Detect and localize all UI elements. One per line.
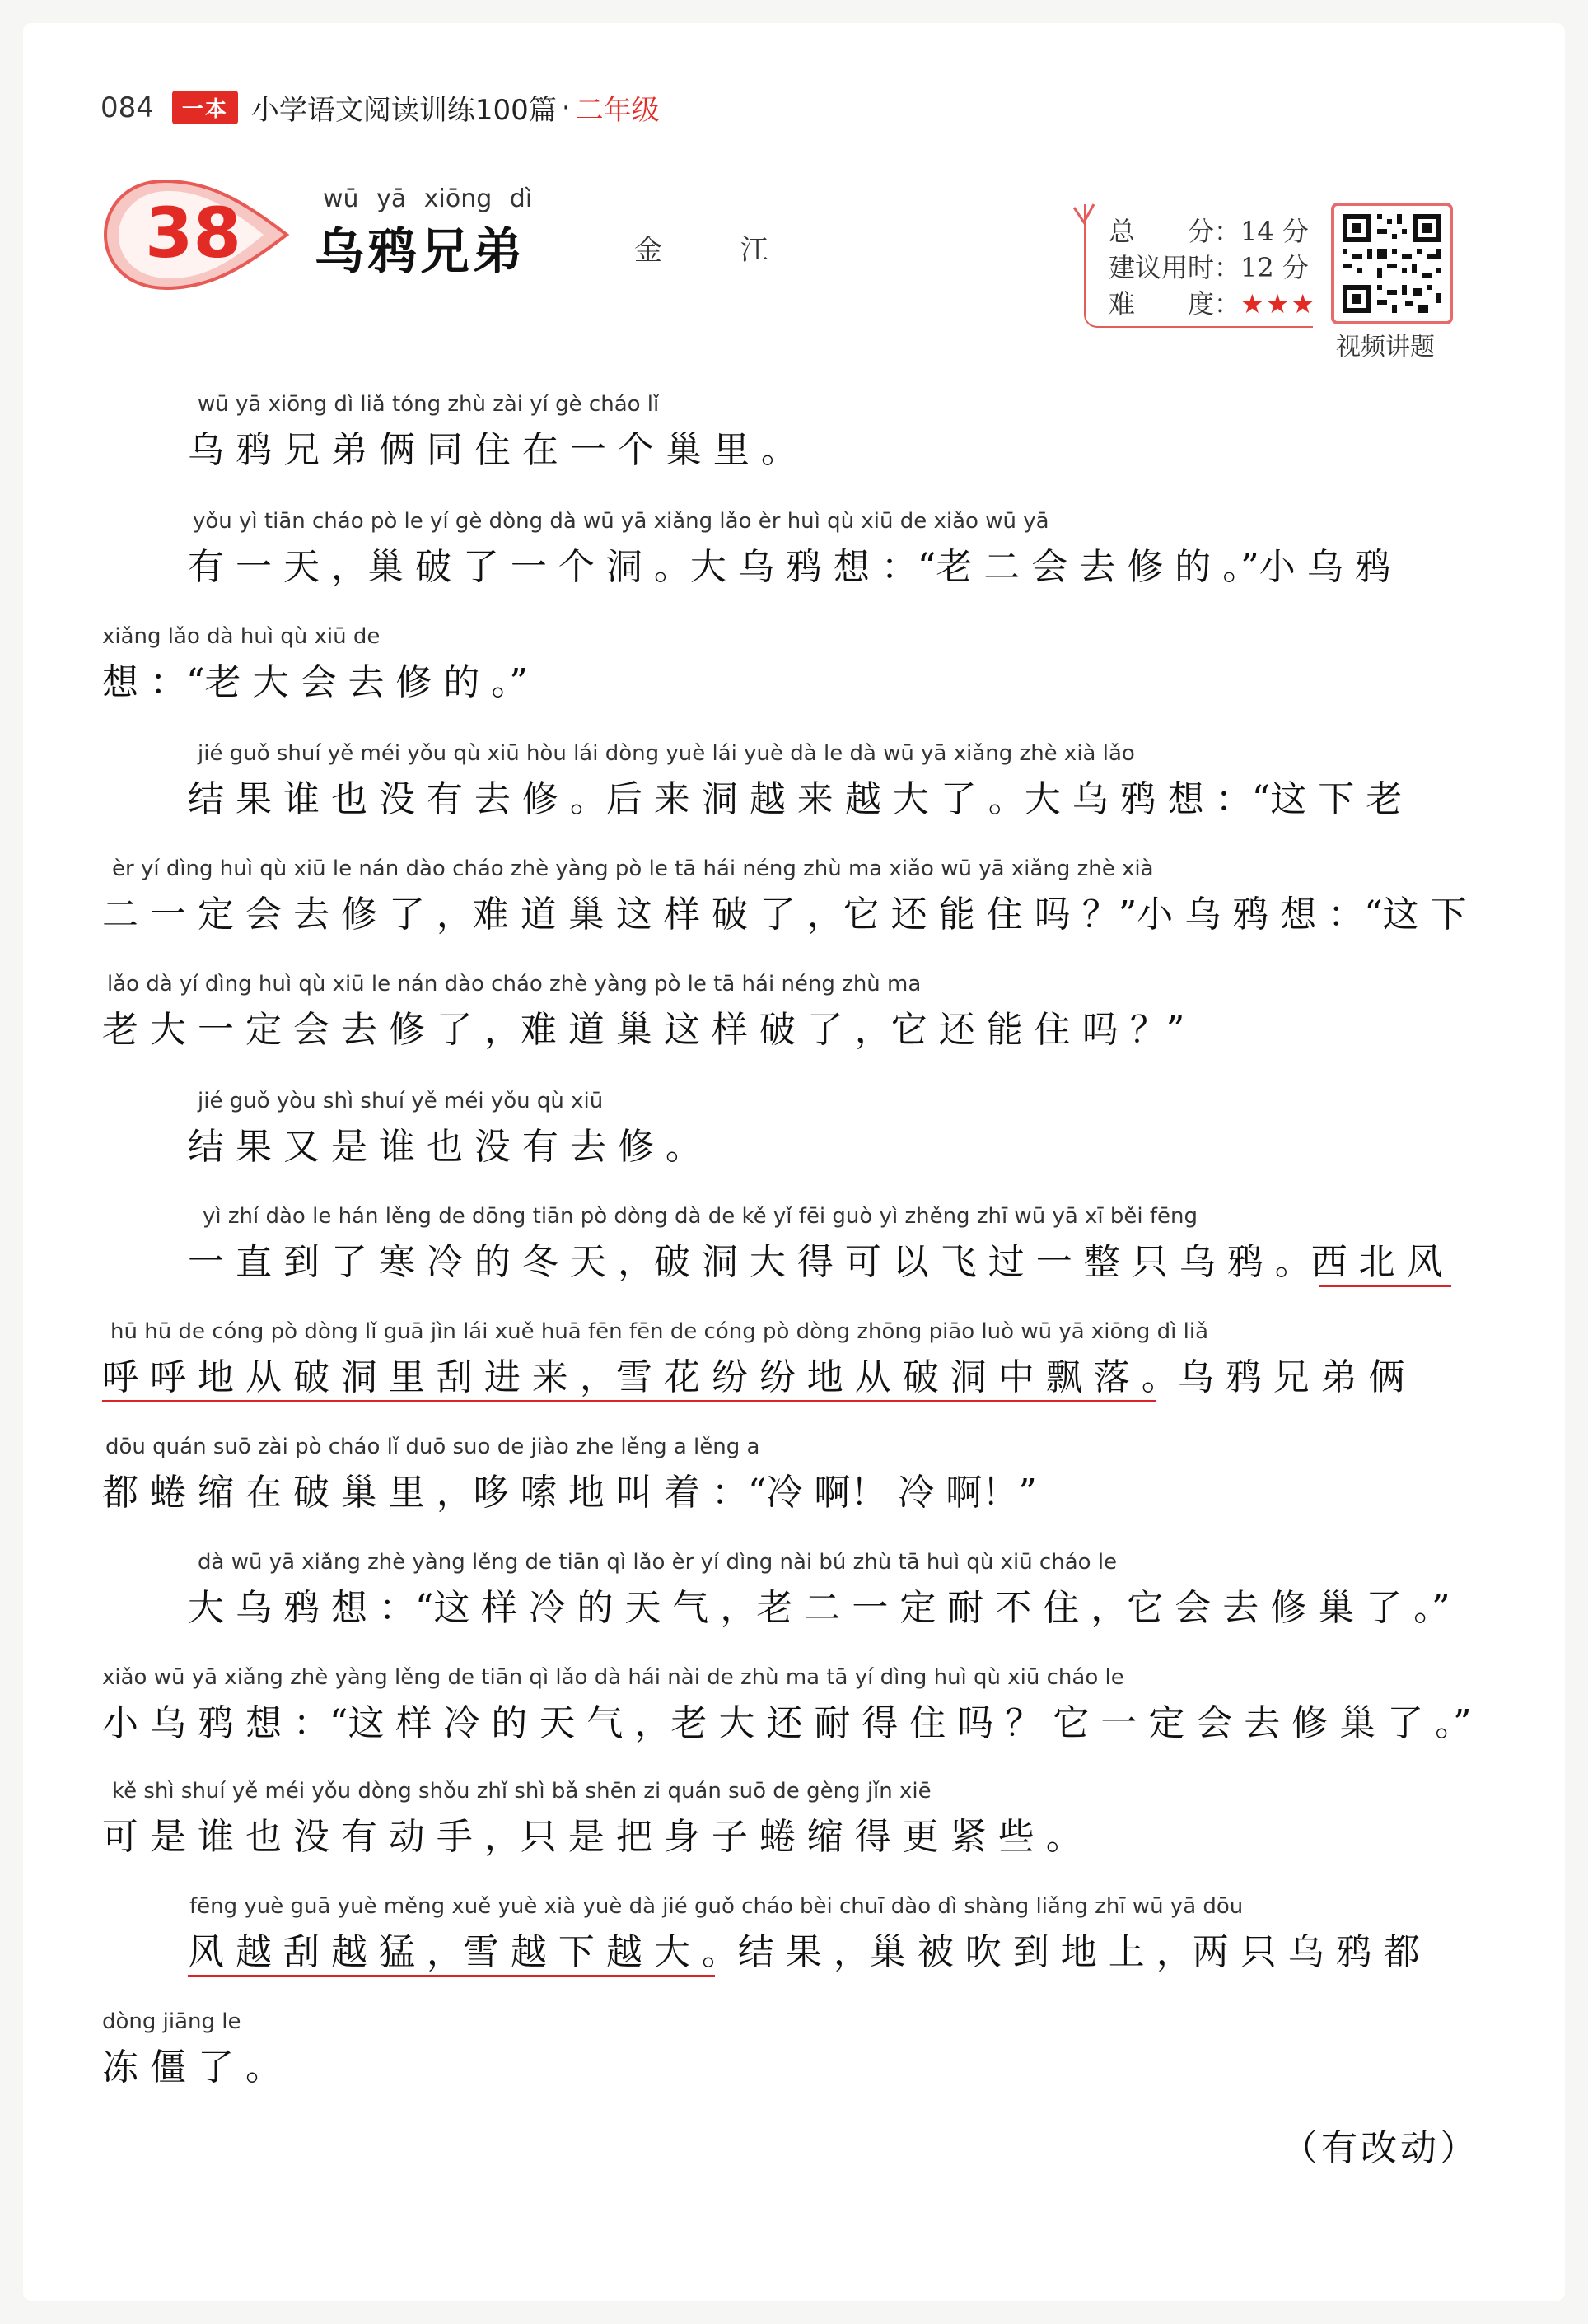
time-label: 建议用时： bbox=[1109, 252, 1241, 283]
text-line-9: 呼 呼 地 从 破 洞 里 刮 进 来 ，雪 花 纷 纷 地 从 破 洞 中 飘 落 。乌 鸦 兄 弟 俩 bbox=[102, 1356, 1405, 1398]
grade-label: 二年级 bbox=[575, 94, 660, 127]
score-row bbox=[1109, 211, 1309, 249]
text-line-11: 大 乌 鸦 想 ：“这 样 冷 的 天 气 ，老 二 一 定 耐 不 住 ，它 会 去 修 巢 了 。” bbox=[188, 1587, 1450, 1629]
header-dot: · bbox=[561, 91, 571, 124]
qr-code-icon[interactable] bbox=[1331, 203, 1453, 324]
brand-badge: 一本 bbox=[172, 91, 238, 124]
difficulty-row bbox=[1109, 283, 1316, 321]
pinyin-line-4: jié guǒ shuí yě méi yǒu qù xiū hòu lái dòng yuè lái yuè dà le dà wū yā xiǎng zhè xià lǎo bbox=[198, 741, 1135, 766]
title-pinyin: wū yā xiōng dì bbox=[323, 184, 533, 213]
qr-label: 视频讲题 bbox=[1336, 333, 1435, 362]
underline-1b bbox=[102, 1400, 1156, 1402]
lesson-number: 38 bbox=[145, 193, 241, 273]
pinyin-line-10: dōu quán suō zài pò cháo lǐ duō suo de jiào zhe lěng a lěng a bbox=[105, 1435, 760, 1459]
pinyin-line-14: fēng yuè guā yuè měng xuě yuè xià yuè dà jié guǒ cháo bèi chuī dào dì shàng liǎng zhī wū yā dōu bbox=[189, 1894, 1244, 1919]
text-line-8: 一 直 到 了 寒 冷 的 冬 天 ，破 洞 大 得 可 以 飞 过 一 整 只 乌 鸦 。西 北 风 bbox=[188, 1241, 1443, 1283]
author: 金 江 bbox=[634, 234, 803, 267]
page-number: 084 bbox=[100, 91, 154, 124]
pinyin-line-2: yǒu yì tiān cháo pò le yí gè dòng dà wū yā xiǎng lǎo èr huì qù xiū de xiǎo wū yā bbox=[193, 509, 1049, 534]
pinyin-line-3: xiǎng lǎo dà huì qù xiū de bbox=[102, 624, 381, 649]
text-line-3: 想 ：“老 大 会 去 修 的 。” bbox=[102, 661, 528, 703]
text-line-6: 老 大 一 定 会 去 修 了 ，难 道 巢 这 样 破 了 ，它 还 能 住 吗 ？” bbox=[102, 1009, 1185, 1051]
pinyin-line-5: èr yí dìng huì qù xiū le nán dào cháo zhè yàng pò le tā hái néng zhù ma xiǎo wū yā xiǎng zhè xià bbox=[112, 856, 1154, 881]
book-header bbox=[100, 87, 660, 128]
text-line-4: 结 果 谁 也 没 有 去 修 。后 来 洞 越 来 越 大 了 。大 乌 鸦 想 ：“这 下 老 bbox=[188, 778, 1403, 820]
pinyin-line-7: jié guǒ yòu shì shuí yě méi yǒu qù xiū bbox=[198, 1089, 604, 1113]
pinyin-line-9: hū hū de cóng pò dòng lǐ guā jìn lái xuě huā fēn fēn de cóng pò dòng zhōng piāo luò wū yā xiōng dì liǎ bbox=[110, 1319, 1209, 1344]
score-label: 总 分： bbox=[1109, 216, 1241, 247]
pinyin-line-11: dà wū yā xiǎng zhè yàng lěng de tiān qì lǎo èr yí dìng nài bú zhù tā huì qù xiū cháo le bbox=[198, 1550, 1118, 1575]
text-line-13: 可 是 谁 也 没 有 动 手 ，只 是 把 身 子 蜷 缩 得 更 紧 些 。 bbox=[102, 1816, 1082, 1858]
pinyin-line-15: dòng jiāng le bbox=[102, 2009, 241, 2034]
pinyin-line-6: lǎo dà yí dìng huì qù xiū le nán dào cháo zhè yàng pò le tā hái néng zhù ma bbox=[107, 972, 922, 996]
underline-2 bbox=[188, 1975, 715, 1977]
pinyin-line-13: kě shì shuí yě méi yǒu dòng shǒu zhǐ shì bǎ shēn zi quán suō de gèng jǐn xiē bbox=[112, 1779, 932, 1804]
time-value: 12 分 bbox=[1240, 252, 1309, 283]
difficulty-label: 难 度： bbox=[1109, 288, 1241, 320]
difficulty-stars: ★★★ bbox=[1240, 288, 1317, 320]
text-line-5: 二 一 定 会 去 修 了 ，难 道 巢 这 样 破 了 ，它 还 能 住 吗 ？”小 乌 鸦 想 ：“这 下 bbox=[102, 894, 1467, 936]
series-title: 小学语文阅读训练100篇 bbox=[250, 94, 557, 127]
pinyin-line-12: xiǎo wū yā xiǎng zhè yàng lěng de tiān qì lǎo dà hái nài de zhù ma tā yí dìng huì qù xiū cháo le bbox=[102, 1665, 1124, 1690]
text-line-14: 风 越 刮 越 猛 ，雪 越 下 越 大 。结 果 ，巢 被 吹 到 地 上 ，两 只 乌 鸦 都 bbox=[188, 1931, 1420, 1973]
underline-1a bbox=[1319, 1285, 1451, 1287]
text-line-12: 小 乌 鸦 想 ：“这 样 冷 的 天 气 ，老 大 还 耐 得 住 吗 ？ 它 一 定 会 去 修 巢 了 。” bbox=[102, 1702, 1472, 1744]
text-line-7: 结 果 又 是 谁 也 没 有 去 修 。 bbox=[188, 1126, 702, 1168]
time-row bbox=[1109, 247, 1309, 285]
text-line-15: 冻 僵 了 。 bbox=[102, 2046, 282, 2088]
pinyin-line-8: yì zhí dào le hán lěng de dōng tiān pò dòng dà de kě yǐ fēi guò yì zhěng zhī wū yā xī běi fēng bbox=[203, 1204, 1198, 1229]
text-line-1: 乌 鸦 兄 弟 俩 同 住 在 一 个 巢 里 。 bbox=[188, 429, 797, 471]
text-line-10: 都 蜷 缩 在 破 巢 里 ，哆 嗦 地 叫 着 ：“冷 啊！ 冷 啊！” bbox=[102, 1472, 1037, 1514]
pinyin-line-1: wū yā xiōng dì liǎ tóng zhù zài yí gè cháo lǐ bbox=[198, 392, 660, 417]
text-line-2: 有 一 天 ，巢 破 了 一 个 洞 。大 乌 鸦 想 ：“老 二 会 去 修 的 。”小 乌 鸦 bbox=[188, 546, 1391, 588]
lesson-title: 乌鸦兄弟 bbox=[315, 223, 525, 281]
score-value: 14 分 bbox=[1240, 216, 1309, 247]
adapted-note: （有改动） bbox=[1282, 2127, 1479, 2169]
